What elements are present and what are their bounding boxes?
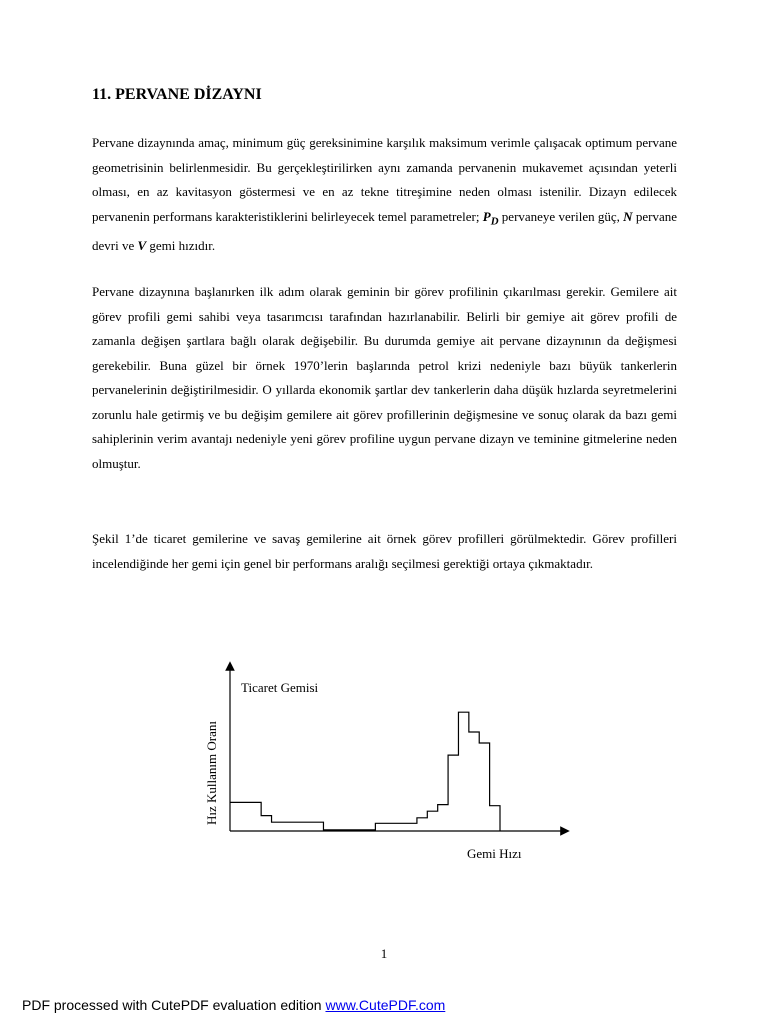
- paragraph-text: gemi hızıdır.: [146, 237, 216, 253]
- x-axis-label: Gemi Hızı: [467, 846, 522, 861]
- chart-svg: [195, 660, 575, 875]
- y-axis-label: Hız Kullanım Oranı: [204, 721, 219, 825]
- histogram-bar: [303, 822, 313, 831]
- histogram-bar: [396, 823, 406, 831]
- histogram-bar: [344, 830, 354, 831]
- paragraph-figure-reference: Şekil 1’de ticaret gemilerine ve savaş gemilerine ait örnek görev profilleri görülmektedir. Görev profilleri incelendiğinde her gemi için genel bir performans aralığı seçilmesi gerektiği ortaya çıkmaktadır.: [92, 531, 677, 571]
- histogram-bar: [490, 806, 500, 831]
- paragraph-text: pervaneye verilen güç,: [498, 208, 624, 224]
- histogram-bar: [458, 712, 468, 831]
- page-number: 1: [380, 946, 388, 961]
- histogram-bar: [448, 755, 458, 831]
- histogram-bar: [323, 830, 333, 831]
- histogram-bar: [417, 818, 427, 831]
- histogram-bar: [469, 732, 479, 831]
- histogram-bar: [282, 822, 292, 831]
- histogram-bar: [365, 830, 375, 831]
- variable-speed: V: [137, 237, 147, 253]
- paragraph-text: pervane devri ve: [92, 208, 677, 253]
- histogram-bar: [272, 822, 282, 831]
- mission-profile-chart: [195, 660, 575, 875]
- histogram-bar: [407, 823, 417, 831]
- footer-watermark: [22, 997, 445, 1013]
- histogram-bar: [230, 802, 240, 831]
- paragraph-mission-profile: Pervane dizaynına başlanırken ilk adım olarak geminin bir görev profilinin çıkarılması gerekir. Gemilere ait görev profili gemi sahibi veya tasarımcısı tarafından hazırlanabilir. Belirli bir gemiye ait görev profili de zamanla değişen şartlara bağlı olarak değişebilir. Bu durumda gemiye ait pervane dizaynının da değişmesi gerekebilir. Buna güzel bir örnek 1970’lerin başlarında petrol krizi nedeniyle bazı büyük tankerlerin pervanelerinin değiştirilmesidir. O yıllarda ekonomik şartlar dev tankerlerin daha düşük hızlarda seyretmelerini zorunlu hale getirmiş ve bu değişim gemilere ait görev profillerinin değişmesine ve sonuç olarak da bazı gemi sahiplerinin verim avantajı nedeniyle yeni görev profiline uygun pervane dizayn ve teminine gitmelerine neden olmuştur.: [92, 284, 677, 471]
- histogram-bar: [479, 743, 489, 831]
- histogram-bar: [313, 822, 323, 831]
- footer-link[interactable]: www.CutePDF.com: [325, 997, 446, 1013]
- variable-rpm: N: [623, 208, 633, 224]
- histogram-bar: [427, 811, 437, 831]
- footer-text: PDF processed with CutePDF evaluation edition: [22, 997, 326, 1013]
- histogram-bar: [334, 830, 344, 831]
- histogram-bar: [261, 816, 271, 831]
- histogram-bar: [386, 823, 396, 831]
- paragraph-text: Pervane dizaynında amaç, minimum güç gereksinimine karşılık maksimum verimle çalışacak optimum pervane geometrisinin belirlenmesidir. Bu gerçekleştirilirken aynı zamanda pervanenin mukavemet açısından yeterli olması, en az kavitasyon göstermesi ve en az tekne titreşimine neden olması istenilir. Dizayn edilecek pervanenin performans karakteristiklerini belirleyecek temel parametreler;: [92, 135, 677, 224]
- histogram-bar: [375, 823, 385, 831]
- histogram-bar: [355, 830, 365, 831]
- histogram-bar: [251, 802, 261, 831]
- histogram-bar: [240, 802, 250, 831]
- paragraph-design-goal: [92, 131, 677, 258]
- histogram-bar: [292, 822, 302, 831]
- section-heading: 11. PERVANE DİZAYNI: [92, 86, 262, 103]
- variable-power: $P_D$: [482, 208, 499, 228]
- chart-title: Ticaret Gemisi: [241, 680, 319, 695]
- histogram-bar: [438, 805, 448, 831]
